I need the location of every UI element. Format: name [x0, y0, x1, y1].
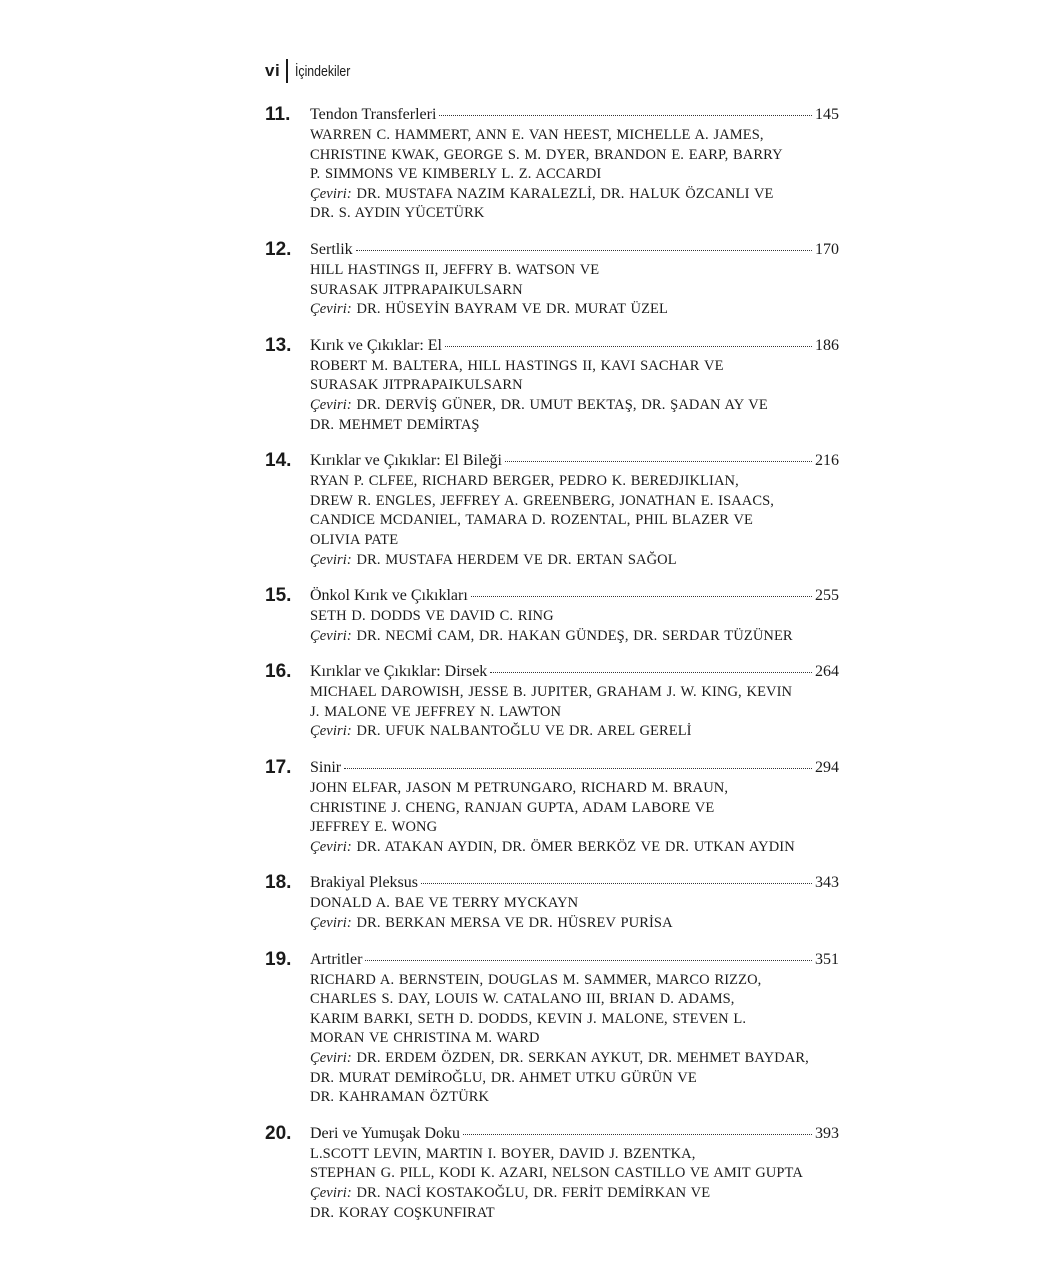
chapter-title: Kırıklar ve Çıkıklar: Dirsek — [310, 663, 488, 681]
translator-line — [310, 396, 845, 416]
toc-entry — [265, 450, 845, 570]
translator-line — [310, 1049, 845, 1069]
chapter-page: 255 — [815, 587, 839, 605]
dot-leader — [463, 1134, 812, 1135]
chapter-heading[interactable] — [310, 450, 839, 472]
chapter-translators — [310, 1184, 845, 1223]
dot-leader — [344, 768, 812, 769]
toc-entry — [265, 335, 845, 435]
translation-label: Çeviri: — [310, 1184, 352, 1201]
author-line: RICHARD A. BERNSTEIN, DOUGLAS M. SAMMER, MARCO RIZZO, — [310, 971, 762, 988]
toc-entry — [265, 239, 845, 320]
toc-entry — [265, 949, 845, 1108]
chapter-translators — [310, 1049, 845, 1108]
running-header — [265, 58, 362, 84]
header-divider — [286, 59, 288, 83]
translation-label: Çeviri: — [310, 915, 352, 932]
translator-line: DR. MURAT DEMİROĞLU, DR. AHMET UTKU GÜRÜN VE — [310, 1069, 697, 1086]
chapter-heading[interactable] — [310, 239, 839, 261]
author-line: CHRISTINE J. CHENG, RANJAN GUPTA, ADAM LABORE VE — [310, 799, 715, 816]
chapter-page: 170 — [815, 240, 839, 258]
author-line: CANDICE MCDANIEL, TAMARA D. ROZENTAL, PHIL BLAZER VE — [310, 512, 753, 529]
translator-line: DR. S. AYDIN YÜCETÜRK — [310, 205, 485, 222]
translator-names: DR. MUSTAFA NAZIM KARALEZLİ, DR. HALUK ÖZCANLI VE — [356, 185, 774, 202]
translator-names: DR. UFUK NALBANTOĞLU VE DR. AREL GERELİ — [356, 723, 692, 740]
chapter-translators — [310, 185, 845, 224]
author-line: STEPHAN G. PILL, KODI K. AZARI, NELSON CASTILLO VE AMIT GUPTA — [310, 1165, 803, 1182]
toc-entry — [265, 104, 845, 224]
chapter-page: 343 — [815, 874, 839, 892]
translator-line: DR. KORAY COŞKUNFIRAT — [310, 1204, 495, 1221]
chapter-page: 186 — [815, 336, 839, 354]
translator-names: DR. NACİ KOSTAKOĞLU, DR. FERİT DEMİRKAN VE — [356, 1184, 711, 1201]
chapter-authors — [310, 126, 845, 185]
translator-line — [310, 1184, 845, 1204]
author-line: MICHAEL DAROWISH, JESSE B. JUPITER, GRAHAM J. W. KING, KEVIN — [310, 684, 793, 701]
chapter-heading[interactable] — [310, 661, 839, 683]
dot-leader — [445, 346, 812, 347]
chapter-authors — [310, 472, 845, 550]
author-line: JEFFREY E. WONG — [310, 819, 438, 836]
chapter-page: 294 — [815, 759, 839, 777]
author-line: RYAN P. CLFEE, RICHARD BERGER, PEDRO K. BEREDJIKLIAN, — [310, 473, 739, 490]
author-line: JOHN ELFAR, JASON M PETRUNGARO, RICHARD M. BRAUN, — [310, 780, 729, 797]
chapter-heading[interactable] — [310, 757, 839, 779]
chapter-heading[interactable] — [310, 585, 839, 607]
author-line: L.SCOTT LEVIN, MARTIN I. BOYER, DAVID J. BZENTKA, — [310, 1145, 696, 1162]
translator-line — [310, 627, 845, 647]
author-line: SURASAK JITPRAPAIKULSARN — [310, 377, 523, 394]
chapter-translators — [310, 300, 845, 320]
page-number: vi — [265, 61, 281, 80]
chapter-title: Önkol Kırık ve Çıkıkları — [310, 587, 468, 605]
translator-line — [310, 551, 845, 571]
chapter-translators — [310, 722, 845, 742]
chapter-heading[interactable] — [310, 335, 839, 357]
chapter-title: Sertlik — [310, 240, 353, 258]
translation-label: Çeviri: — [310, 551, 352, 568]
chapter-title: Tendon Transferleri — [310, 106, 437, 123]
chapter-number: 12. — [265, 238, 292, 260]
translator-names: DR. NECMİ CAM, DR. HAKAN GÜNDEŞ, DR. SERDAR TÜZÜNER — [356, 627, 793, 644]
translator-names: DR. ERDEM ÖZDEN, DR. SERKAN AYKUT, DR. MEHMET BAYDAR, — [356, 1050, 809, 1066]
chapter-authors — [310, 971, 845, 1049]
chapter-page: 351 — [815, 950, 839, 968]
translation-label: Çeviri: — [310, 396, 352, 413]
chapter-authors — [310, 894, 845, 914]
dot-leader — [505, 461, 812, 462]
translator-line — [310, 914, 845, 934]
author-line: CHRISTINE KWAK, GEORGE S. M. DYER, BRANDON E. EARP, BARRY — [310, 146, 783, 163]
author-line: J. MALONE VE JEFFREY N. LAWTON — [310, 703, 562, 720]
translator-line — [310, 300, 845, 320]
author-line: CHARLES S. DAY, LOUIS W. CATALANO III, BRIAN D. ADAMS, — [310, 991, 735, 1008]
chapter-heading[interactable] — [310, 104, 839, 126]
translator-names: DR. ATAKAN AYDIN, DR. ÖMER BERKÖZ VE DR. UTKAN AYDIN — [356, 838, 795, 855]
chapter-translators — [310, 838, 845, 858]
translator-line — [310, 185, 845, 205]
chapter-translators — [310, 914, 845, 934]
dot-leader — [471, 596, 812, 597]
chapter-title: Brakiyal Pleksus — [310, 874, 418, 892]
translator-names: DR. BERKAN MERSA VE DR. HÜSREV PURİSA — [356, 915, 673, 932]
translator-line: DR. MEHMET DEMİRTAŞ — [310, 416, 480, 433]
author-line: SURASAK JITPRAPAIKULSARN — [310, 281, 523, 298]
chapter-page: 216 — [815, 452, 839, 470]
chapter-number: 11. — [265, 104, 291, 125]
chapter-number: 17. — [265, 757, 292, 779]
author-line: P. SIMMONS VE KIMBERLY L. Z. ACCARDI — [310, 166, 602, 183]
toc-entry — [265, 585, 845, 646]
chapter-heading[interactable] — [310, 1123, 839, 1145]
chapter-title: Deri ve Yumuşak Doku — [310, 1124, 461, 1142]
translation-label: Çeviri: — [310, 301, 352, 318]
dot-leader — [356, 250, 812, 251]
translation-label: Çeviri: — [310, 838, 352, 855]
chapter-title: Sinir — [310, 759, 342, 777]
running-title: İçindekiler — [294, 62, 351, 80]
chapter-heading[interactable] — [310, 949, 839, 971]
author-line: OLIVIA PATE — [310, 531, 399, 548]
author-line: KARIM BARKI, SETH D. DODDS, KEVIN J. MALONE, STEVEN L. — [310, 1010, 747, 1027]
dot-leader — [365, 960, 812, 961]
chapter-authors — [310, 607, 845, 627]
translator-names: DR. DERVİŞ GÜNER, DR. UMUT BEKTAŞ, DR. ŞADAN AY VE — [356, 396, 768, 413]
chapter-heading[interactable] — [310, 872, 839, 894]
chapter-authors — [310, 357, 845, 396]
dot-leader — [421, 883, 812, 884]
author-line: ROBERT M. BALTERA, HILL HASTINGS II, KAVI SACHAR VE — [310, 357, 724, 374]
author-line: HILL HASTINGS II, JEFFRY B. WATSON VE — [310, 261, 600, 278]
chapter-title: Artritler — [310, 950, 363, 968]
chapter-title: Kırık ve Çıkıklar: El — [310, 336, 442, 354]
toc-entry — [265, 1123, 845, 1223]
toc-entry — [265, 872, 845, 933]
chapter-number: 13. — [265, 334, 292, 356]
translation-label: Çeviri: — [310, 627, 352, 644]
chapter-authors — [310, 779, 845, 838]
toc-entry — [265, 661, 845, 742]
author-line: DONALD A. BAE VE TERRY MYCKAYN — [310, 895, 579, 912]
translator-line — [310, 838, 845, 858]
chapter-number: 20. — [265, 1122, 292, 1144]
author-line: MORAN VE CHRISTINA M. WARD — [310, 1030, 540, 1047]
chapter-number: 16. — [265, 661, 292, 683]
chapter-authors — [310, 683, 845, 722]
translation-label: Çeviri: — [310, 185, 352, 202]
chapter-title: Kırıklar ve Çıkıklar: El Bileği — [310, 452, 502, 470]
author-line: DREW R. ENGLES, JEFFREY A. GREENBERG, JONATHAN E. ISAACS, — [310, 492, 775, 509]
chapter-authors — [310, 1145, 845, 1184]
table-of-contents — [265, 104, 845, 1238]
chapter-page: 145 — [815, 106, 839, 123]
translation-label: Çeviri: — [310, 1050, 352, 1066]
dot-leader — [490, 672, 812, 673]
toc-entry — [265, 757, 845, 857]
author-line: WARREN C. HAMMERT, ANN E. VAN HEEST, MICHELLE A. JAMES, — [310, 127, 764, 143]
chapter-translators — [310, 396, 845, 435]
chapter-translators — [310, 551, 845, 571]
chapter-number: 14. — [265, 450, 292, 472]
translator-line — [310, 722, 845, 742]
chapter-translators — [310, 627, 845, 647]
dot-leader — [439, 115, 812, 116]
translator-names: DR. MUSTAFA HERDEM VE DR. ERTAN SAĞOL — [356, 551, 677, 568]
translator-names: DR. HÜSEYİN BAYRAM VE DR. MURAT ÜZEL — [356, 301, 668, 318]
chapter-authors — [310, 261, 845, 300]
chapter-number: 18. — [265, 872, 292, 894]
chapter-number: 19. — [265, 948, 292, 970]
chapter-page: 264 — [815, 663, 839, 681]
chapter-page: 393 — [815, 1124, 839, 1142]
translator-line: DR. KAHRAMAN ÖZTÜRK — [310, 1089, 490, 1106]
translation-label: Çeviri: — [310, 723, 352, 740]
author-line: SETH D. DODDS VE DAVID C. RING — [310, 608, 554, 625]
chapter-number: 15. — [265, 585, 292, 607]
